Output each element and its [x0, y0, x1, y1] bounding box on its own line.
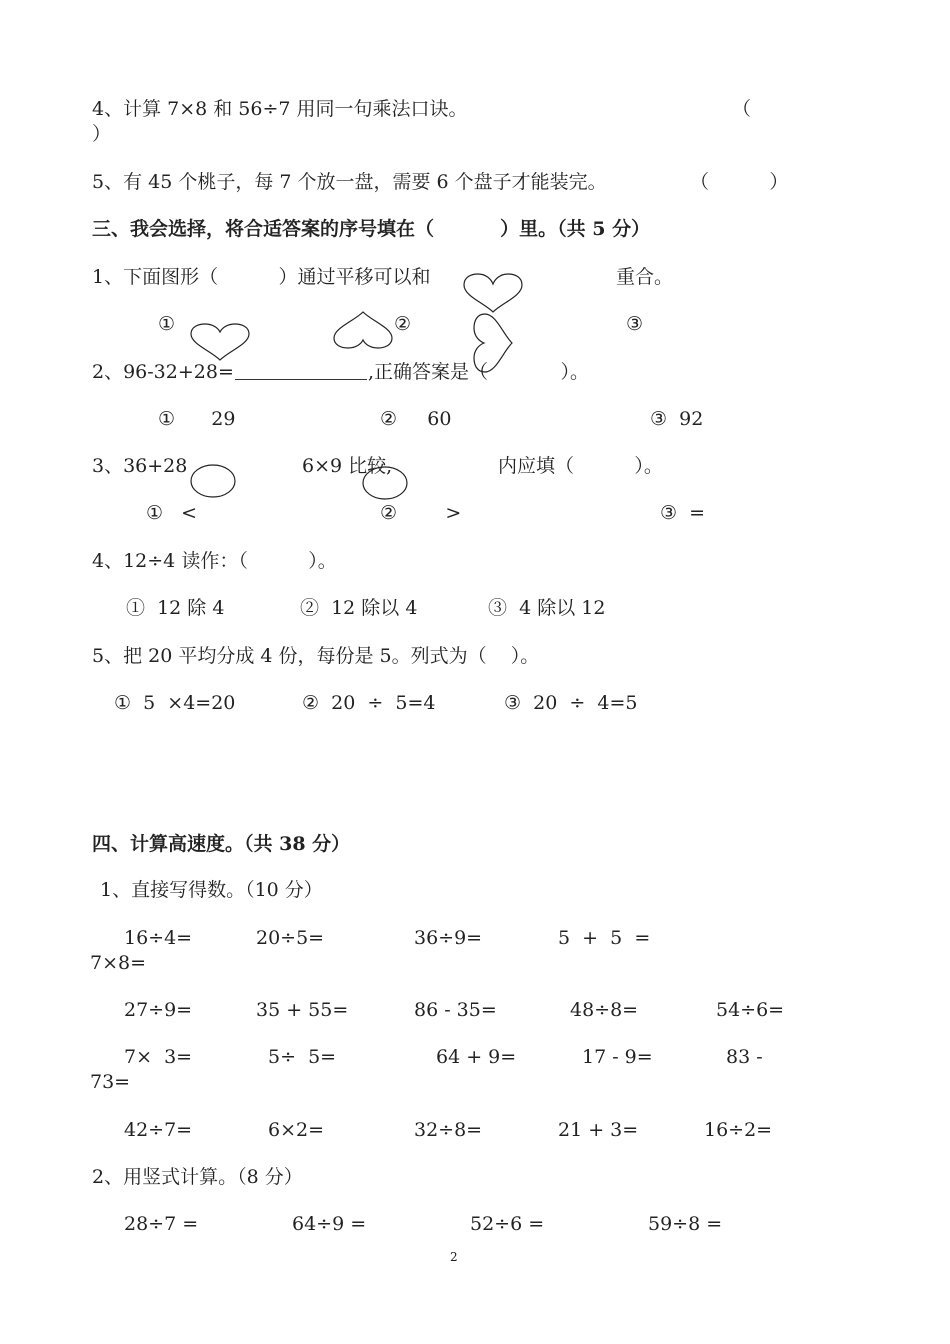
choice-q5-text: 5、把 20 平均分成 4 份，每份是 5。列式为（ ）。	[92, 645, 540, 667]
circle-shape-blank-2	[362, 466, 408, 500]
calc-item: 28÷7 =	[124, 1213, 199, 1235]
choice-q3-text-a: 3、36+28	[92, 455, 188, 477]
calc-item: 36÷9=	[414, 927, 483, 949]
calc-item: 16÷4=	[124, 927, 193, 949]
calc-sub2: 2、用竖式计算。（8 分）	[92, 1166, 303, 1188]
calc-item-wrap: 73=	[90, 1071, 131, 1093]
calc-item: 20÷5=	[256, 927, 325, 949]
choice-q1-option-1: ①	[158, 313, 176, 335]
page-number: 2	[450, 1250, 458, 1264]
choice-q4-option-1: ① 12 除 4	[126, 597, 225, 619]
calc-item: 27÷9=	[124, 999, 193, 1021]
choice-q1-option-3: ③	[626, 313, 644, 335]
choice-q1-text: 1、下面图形（ ）通过平移可以和	[92, 266, 431, 288]
calc-item: 48÷8=	[570, 999, 639, 1021]
judge-q4-paren-open: （	[732, 98, 752, 120]
judge-q4-text: 4、计算 7×8 和 56÷7 用同一句乘法口诀。	[92, 98, 468, 120]
choice-q5-option-3: ③ 20 ÷ 4=5	[504, 692, 638, 714]
heart-shape-option-2	[332, 310, 394, 350]
heart-shape-option-1	[189, 322, 251, 362]
choice-q3-text-c: 内应填（ ）。	[498, 455, 663, 477]
calc-item: 17 - 9=	[582, 1046, 653, 1068]
calc-item: 7× 3=	[124, 1046, 193, 1068]
choice-q2-option-1: ① 29	[158, 408, 236, 430]
calc-item: 59÷8 =	[648, 1213, 723, 1235]
circle-shape-blank	[190, 464, 236, 498]
choice-q2-after: ,正确答案是（ ）。	[368, 361, 590, 383]
calc-item: 64 + 9=	[436, 1046, 517, 1068]
choice-q2-option-2: ② 60	[380, 408, 452, 430]
choice-q2-text: 2、96-32+28=	[92, 361, 234, 383]
choice-q4-option-2: ② 12 除以 4	[300, 597, 418, 619]
calc-item: 32÷8=	[414, 1119, 483, 1141]
choice-q2-option-3: ③ 92	[650, 408, 704, 430]
choice-q4-text: 4、12÷4 读作：（ ）。	[92, 550, 337, 572]
choice-heading: 三、我会选择，将合适答案的序号填在（ ）里。（共 5 分）	[92, 218, 651, 240]
calc-item: 21 + 3=	[558, 1119, 639, 1141]
choice-q3-text-b: 6×9 比较,	[302, 455, 393, 477]
calc-item: 35 + 55=	[256, 999, 349, 1021]
calc-item: 6×2=	[268, 1119, 325, 1141]
calc-item: 52÷6 =	[470, 1213, 545, 1235]
calc-item: 42÷7=	[124, 1119, 193, 1141]
calc-item: 86 - 35=	[414, 999, 497, 1021]
judge-q4-paren-close: ）	[92, 123, 112, 145]
choice-q3-option-1: ① <	[146, 502, 198, 524]
heart-shape-target	[462, 272, 524, 314]
calc-sub1: 1、直接写得数。（10 分）	[100, 879, 323, 901]
choice-q3-option-2: ② >	[380, 502, 462, 524]
calc-item: 16÷2=	[704, 1119, 773, 1141]
choice-q5-option-2: ② 20 ÷ 5=4	[302, 692, 436, 714]
choice-q1-after: 重合。	[616, 266, 674, 288]
choice-q1-option-2: ②	[394, 313, 412, 335]
calc-heading: 四、计算高速度。（共 38 分）	[92, 833, 351, 855]
judge-q5-text: 5、有 45 个桃子，每 7 个放一盘，需要 6 个盘子才能装完。	[92, 171, 607, 193]
calc-item: 64÷9 =	[292, 1213, 367, 1235]
choice-q3-option-3: ③ =	[660, 502, 706, 524]
judge-q5-paren: （ ）	[690, 171, 789, 193]
calc-item: 83 -	[726, 1046, 763, 1068]
calc-item: 54÷6=	[716, 999, 785, 1021]
choice-q4-option-3: ③ 4 除以 12	[488, 597, 606, 619]
answer-blank-line	[235, 378, 367, 380]
calc-item-wrap: 7×8=	[90, 952, 147, 974]
calc-item: 5÷ 5=	[268, 1046, 337, 1068]
choice-q5-option-1: ① 5 ×4=20	[114, 692, 236, 714]
calc-item: 5 + 5 =	[558, 927, 651, 949]
